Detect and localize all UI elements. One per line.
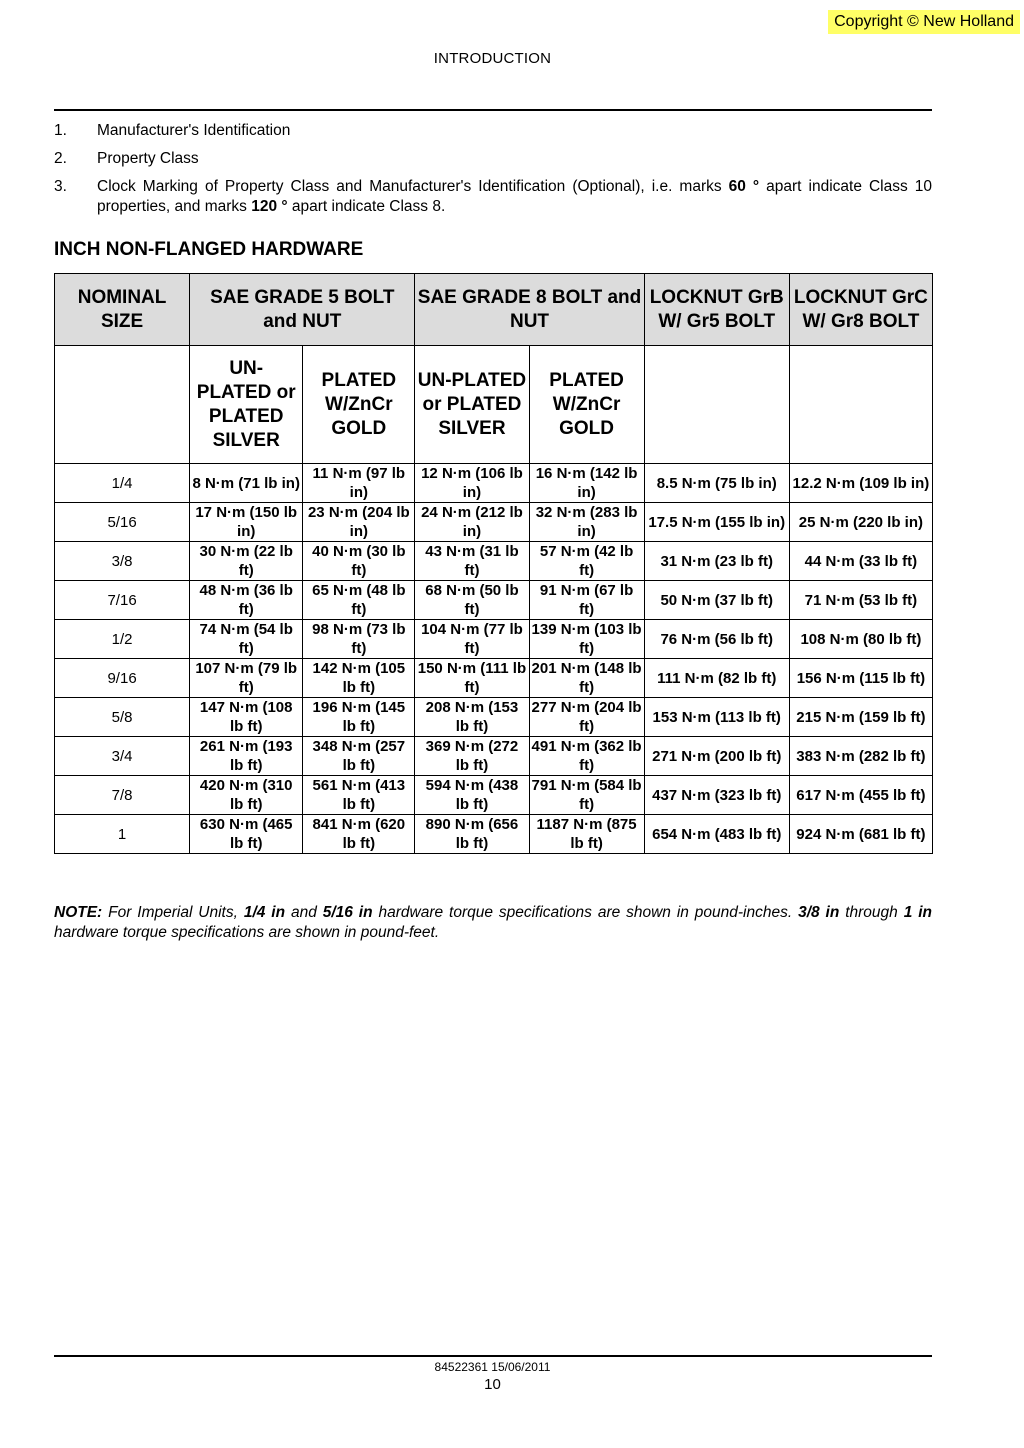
list-item-number: 2. — [54, 150, 67, 167]
list-item-bold: 120 ° — [251, 198, 288, 215]
torque-value-cell: 561 N·m (413 lb ft) — [303, 776, 415, 815]
torque-value-cell: 76 N·m (56 lb ft) — [644, 620, 789, 659]
note-bold: 3/8 in — [798, 904, 840, 921]
torque-value-cell: 594 N·m (438 lb ft) — [415, 776, 529, 815]
torque-value-cell: 139 N·m (103 lb ft) — [529, 620, 644, 659]
note-text: For Imperial Units, — [102, 904, 244, 921]
torque-value-cell: 57 N·m (42 lb ft) — [529, 542, 644, 581]
list-item-bold: 60 ° — [728, 178, 760, 195]
torque-table-body — [55, 464, 933, 854]
torque-value-cell: 104 N·m (77 lb ft) — [415, 620, 529, 659]
table-row — [55, 503, 933, 542]
torque-value-cell: 32 N·m (283 lb in) — [529, 503, 644, 542]
torque-value-cell: 208 N·m (153 lb ft) — [415, 698, 529, 737]
torque-value-cell: 153 N·m (113 lb ft) — [644, 698, 789, 737]
torque-value-cell: 30 N·m (22 lb ft) — [190, 542, 303, 581]
torque-value-cell: 44 N·m (33 lb ft) — [789, 542, 932, 581]
nominal-size-cell: 7/16 — [55, 581, 190, 620]
list-item-number: 1. — [54, 122, 67, 139]
torque-value-cell: 369 N·m (272 lb ft) — [415, 737, 529, 776]
list-item-text: apart indicate Class 8. — [287, 198, 446, 215]
list-item-text: Clock Marking of Property Class and Manufacturer's Identification (Optional), i.e. marks — [97, 178, 729, 195]
torque-value-cell: 8 N·m (71 lb in) — [190, 464, 303, 503]
torque-value-cell: 841 N·m (620 lb ft) — [303, 815, 415, 854]
document-id: 84522361 15/06/2011 — [434, 1360, 551, 1374]
top-divider — [54, 109, 932, 111]
note-bold: 5/16 in — [322, 904, 373, 921]
identification-list — [54, 121, 932, 225]
torque-value-cell: 924 N·m (681 lb ft) — [789, 815, 932, 854]
table-row — [55, 464, 933, 503]
list-item — [54, 121, 932, 141]
torque-value-cell: 8.5 N·m (75 lb in) — [644, 464, 789, 503]
torque-value-cell: 12.2 N·m (109 lb in) — [789, 464, 932, 503]
nominal-size-cell: 1/2 — [55, 620, 190, 659]
header-nominal-size: NOMINAL SIZE — [55, 274, 190, 346]
table-row — [55, 620, 933, 659]
table-row — [55, 698, 933, 737]
nominal-size-cell: 5/16 — [55, 503, 190, 542]
torque-value-cell: 107 N·m (79 lb ft) — [190, 659, 303, 698]
torque-value-cell: 156 N·m (115 lb ft) — [789, 659, 932, 698]
note-text: and — [285, 904, 323, 921]
torque-value-cell: 40 N·m (30 lb ft) — [303, 542, 415, 581]
torque-value-cell: 98 N·m (73 lb ft) — [303, 620, 415, 659]
table-row — [55, 776, 933, 815]
subheader-empty — [644, 346, 789, 464]
header-sae-grade-5: SAE GRADE 5 BOLT and NUT — [190, 274, 415, 346]
torque-value-cell: 383 N·m (282 lb ft) — [789, 737, 932, 776]
list-item-number: 3. — [54, 178, 67, 195]
torque-value-cell: 50 N·m (37 lb ft) — [644, 581, 789, 620]
table-heading: INCH NON-FLANGED HARDWARE — [54, 239, 364, 260]
torque-value-cell: 437 N·m (323 lb ft) — [644, 776, 789, 815]
note-text: through — [839, 904, 904, 921]
note-bold: 1 in — [903, 904, 932, 921]
torque-value-cell: 65 N·m (48 lb ft) — [303, 581, 415, 620]
torque-value-cell: 108 N·m (80 lb ft) — [789, 620, 932, 659]
bottom-divider — [54, 1355, 932, 1357]
torque-value-cell: 71 N·m (53 lb ft) — [789, 581, 932, 620]
torque-table — [54, 273, 933, 854]
torque-value-cell: 261 N·m (193 lb ft) — [190, 737, 303, 776]
section-title: INTRODUCTION — [433, 50, 552, 67]
torque-value-cell: 25 N·m (220 lb in) — [789, 503, 932, 542]
torque-value-cell: 196 N·m (145 lb ft) — [303, 698, 415, 737]
note-bold: 1/4 in — [243, 904, 286, 921]
note-paragraph — [54, 903, 932, 943]
table-header-row — [55, 274, 933, 346]
note-text: hardware torque specifications are shown in pound-inches. — [372, 904, 799, 921]
torque-value-cell: 617 N·m (455 lb ft) — [789, 776, 932, 815]
subheader-g8-plated: PLATED W/ZnCr GOLD — [529, 346, 644, 464]
subheader-empty — [789, 346, 932, 464]
list-item — [54, 149, 932, 169]
table-row — [55, 737, 933, 776]
torque-value-cell: 11 N·m (97 lb in) — [303, 464, 415, 503]
torque-value-cell: 48 N·m (36 lb ft) — [190, 581, 303, 620]
table-row — [55, 542, 933, 581]
header-sae-grade-8: SAE GRADE 8 BOLT and NUT — [415, 274, 644, 346]
torque-value-cell: 147 N·m (108 lb ft) — [190, 698, 303, 737]
list-item — [54, 177, 932, 217]
torque-value-cell: 201 N·m (148 lb ft) — [529, 659, 644, 698]
torque-value-cell: 271 N·m (200 lb ft) — [644, 737, 789, 776]
subheader-g5-plated: PLATED W/ZnCr GOLD — [303, 346, 415, 464]
nominal-size-cell: 1/4 — [55, 464, 190, 503]
torque-value-cell: 24 N·m (212 lb in) — [415, 503, 529, 542]
torque-value-cell: 491 N·m (362 lb ft) — [529, 737, 644, 776]
torque-value-cell: 12 N·m (106 lb in) — [415, 464, 529, 503]
list-item-text: Property Class — [97, 150, 199, 167]
nominal-size-cell: 5/8 — [55, 698, 190, 737]
torque-value-cell: 142 N·m (105 lb ft) — [303, 659, 415, 698]
torque-value-cell: 1187 N·m (875 lb ft) — [529, 815, 644, 854]
torque-value-cell: 215 N·m (159 lb ft) — [789, 698, 932, 737]
torque-value-cell: 23 N·m (204 lb in) — [303, 503, 415, 542]
list-item-text: apart indicate Class 10 properties, and marks — [97, 178, 933, 215]
note-text: hardware torque specifications are shown in pound-feet. — [54, 924, 440, 941]
nominal-size-cell: 3/8 — [55, 542, 190, 581]
table-row — [55, 581, 933, 620]
torque-value-cell: 420 N·m (310 lb ft) — [190, 776, 303, 815]
subheader-g8-unplated: UN-PLATED or PLATED SILVER — [415, 346, 529, 464]
torque-value-cell: 74 N·m (54 lb ft) — [190, 620, 303, 659]
torque-value-cell: 791 N·m (584 lb ft) — [529, 776, 644, 815]
subheader-g5-unplated: UN-PLATED or PLATED SILVER — [190, 346, 303, 464]
torque-value-cell: 630 N·m (465 lb ft) — [190, 815, 303, 854]
header-locknut-grc: LOCKNUT GrC W/ Gr8 BOLT — [789, 274, 932, 346]
torque-value-cell: 654 N·m (483 lb ft) — [644, 815, 789, 854]
torque-value-cell: 31 N·m (23 lb ft) — [644, 542, 789, 581]
torque-value-cell: 43 N·m (31 lb ft) — [415, 542, 529, 581]
list-item-text: Manufacturer's Identification — [97, 122, 291, 139]
torque-value-cell: 111 N·m (82 lb ft) — [644, 659, 789, 698]
nominal-size-cell: 9/16 — [55, 659, 190, 698]
torque-value-cell: 348 N·m (257 lb ft) — [303, 737, 415, 776]
header-locknut-grb: LOCKNUT GrB W/ Gr5 BOLT — [644, 274, 789, 346]
torque-value-cell: 890 N·m (656 lb ft) — [415, 815, 529, 854]
page-number: 10 — [484, 1376, 501, 1393]
copyright-banner: Copyright © New Holland — [828, 10, 1020, 34]
torque-value-cell: 17 N·m (150 lb in) — [190, 503, 303, 542]
torque-value-cell: 16 N·m (142 lb in) — [529, 464, 644, 503]
torque-value-cell: 150 N·m (111 lb ft) — [415, 659, 529, 698]
torque-value-cell: 91 N·m (67 lb ft) — [529, 581, 644, 620]
table-subheader-row — [55, 346, 933, 464]
table-row — [55, 659, 933, 698]
nominal-size-cell: 3/4 — [55, 737, 190, 776]
subheader-empty — [55, 346, 190, 464]
nominal-size-cell: 1 — [55, 815, 190, 854]
note-label: NOTE: — [54, 904, 103, 921]
table-row — [55, 815, 933, 854]
torque-value-cell: 17.5 N·m (155 lb in) — [644, 503, 789, 542]
torque-value-cell: 277 N·m (204 lb ft) — [529, 698, 644, 737]
nominal-size-cell: 7/8 — [55, 776, 190, 815]
torque-value-cell: 68 N·m (50 lb ft) — [415, 581, 529, 620]
